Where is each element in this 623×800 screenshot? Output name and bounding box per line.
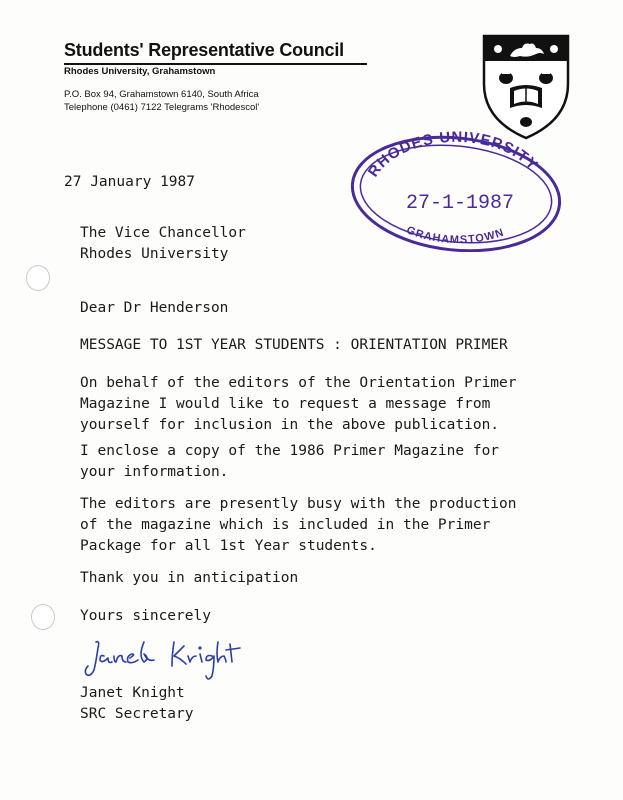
paragraph-request	[80, 373, 517, 436]
stamp-date: 27-1-1987	[405, 192, 515, 215]
university-crest-icon	[480, 32, 572, 142]
paragraph-line: of the magazine which is included in the Primer	[80, 517, 491, 533]
stamp-top-text: RHODES UNIVERSITY	[364, 128, 542, 181]
closing-thanks: Thank you in anticipation	[80, 570, 299, 586]
signatory-title: SRC Secretary	[80, 706, 194, 722]
paragraph-line: Magazine I would like to request a message from	[80, 396, 491, 412]
letter-date: 27 January 1987	[64, 174, 195, 190]
signatory-name: Janet Knight	[80, 685, 185, 701]
paragraph-line: On behalf of the editors of the Orientation Primer	[80, 375, 517, 391]
addressee-block	[80, 223, 246, 265]
paragraph-line: The editors are presently busy with the production	[80, 496, 517, 512]
university-line: Rhodes University, Grahamstown	[64, 66, 216, 77]
paragraph-line: Package for all 1st Year students.	[80, 538, 377, 554]
valediction: Yours sincerely	[80, 608, 211, 624]
paragraph-line: your information.	[80, 464, 229, 480]
paragraph-line: yourself for inclusion in the above publication.	[80, 417, 500, 433]
letterhead-rule	[64, 63, 367, 65]
university-date-stamp	[344, 128, 564, 252]
subject-line: MESSAGE TO 1ST YEAR STUDENTS : ORIENTATION PRIMER	[80, 337, 508, 353]
contact-details: Telephone (0461) 7122 Telegrams 'Rhodescol'	[64, 102, 260, 113]
stamp-bottom-text: GRAHAMSTOWN	[404, 224, 506, 247]
punch-hole	[31, 604, 55, 630]
addressee-line: The Vice Chancellor	[80, 225, 246, 241]
punch-hole	[26, 265, 50, 291]
postal-address: P.O. Box 94, Grahamstown 6140, South Africa	[64, 89, 259, 100]
paragraph-production	[80, 494, 517, 557]
signatory-block	[80, 683, 194, 725]
paragraph-line: I enclose a copy of the 1986 Primer Magazine for	[80, 443, 500, 459]
organization-name: Students' Representative Council	[64, 40, 344, 60]
addressee-line: Rhodes University	[80, 246, 229, 262]
handwritten-signature	[78, 634, 268, 684]
paragraph-enclosure	[80, 441, 499, 483]
salutation: Dear Dr Henderson	[80, 300, 229, 316]
svg-text:RHODES UNIVERSITY	[365, 129, 542, 180]
